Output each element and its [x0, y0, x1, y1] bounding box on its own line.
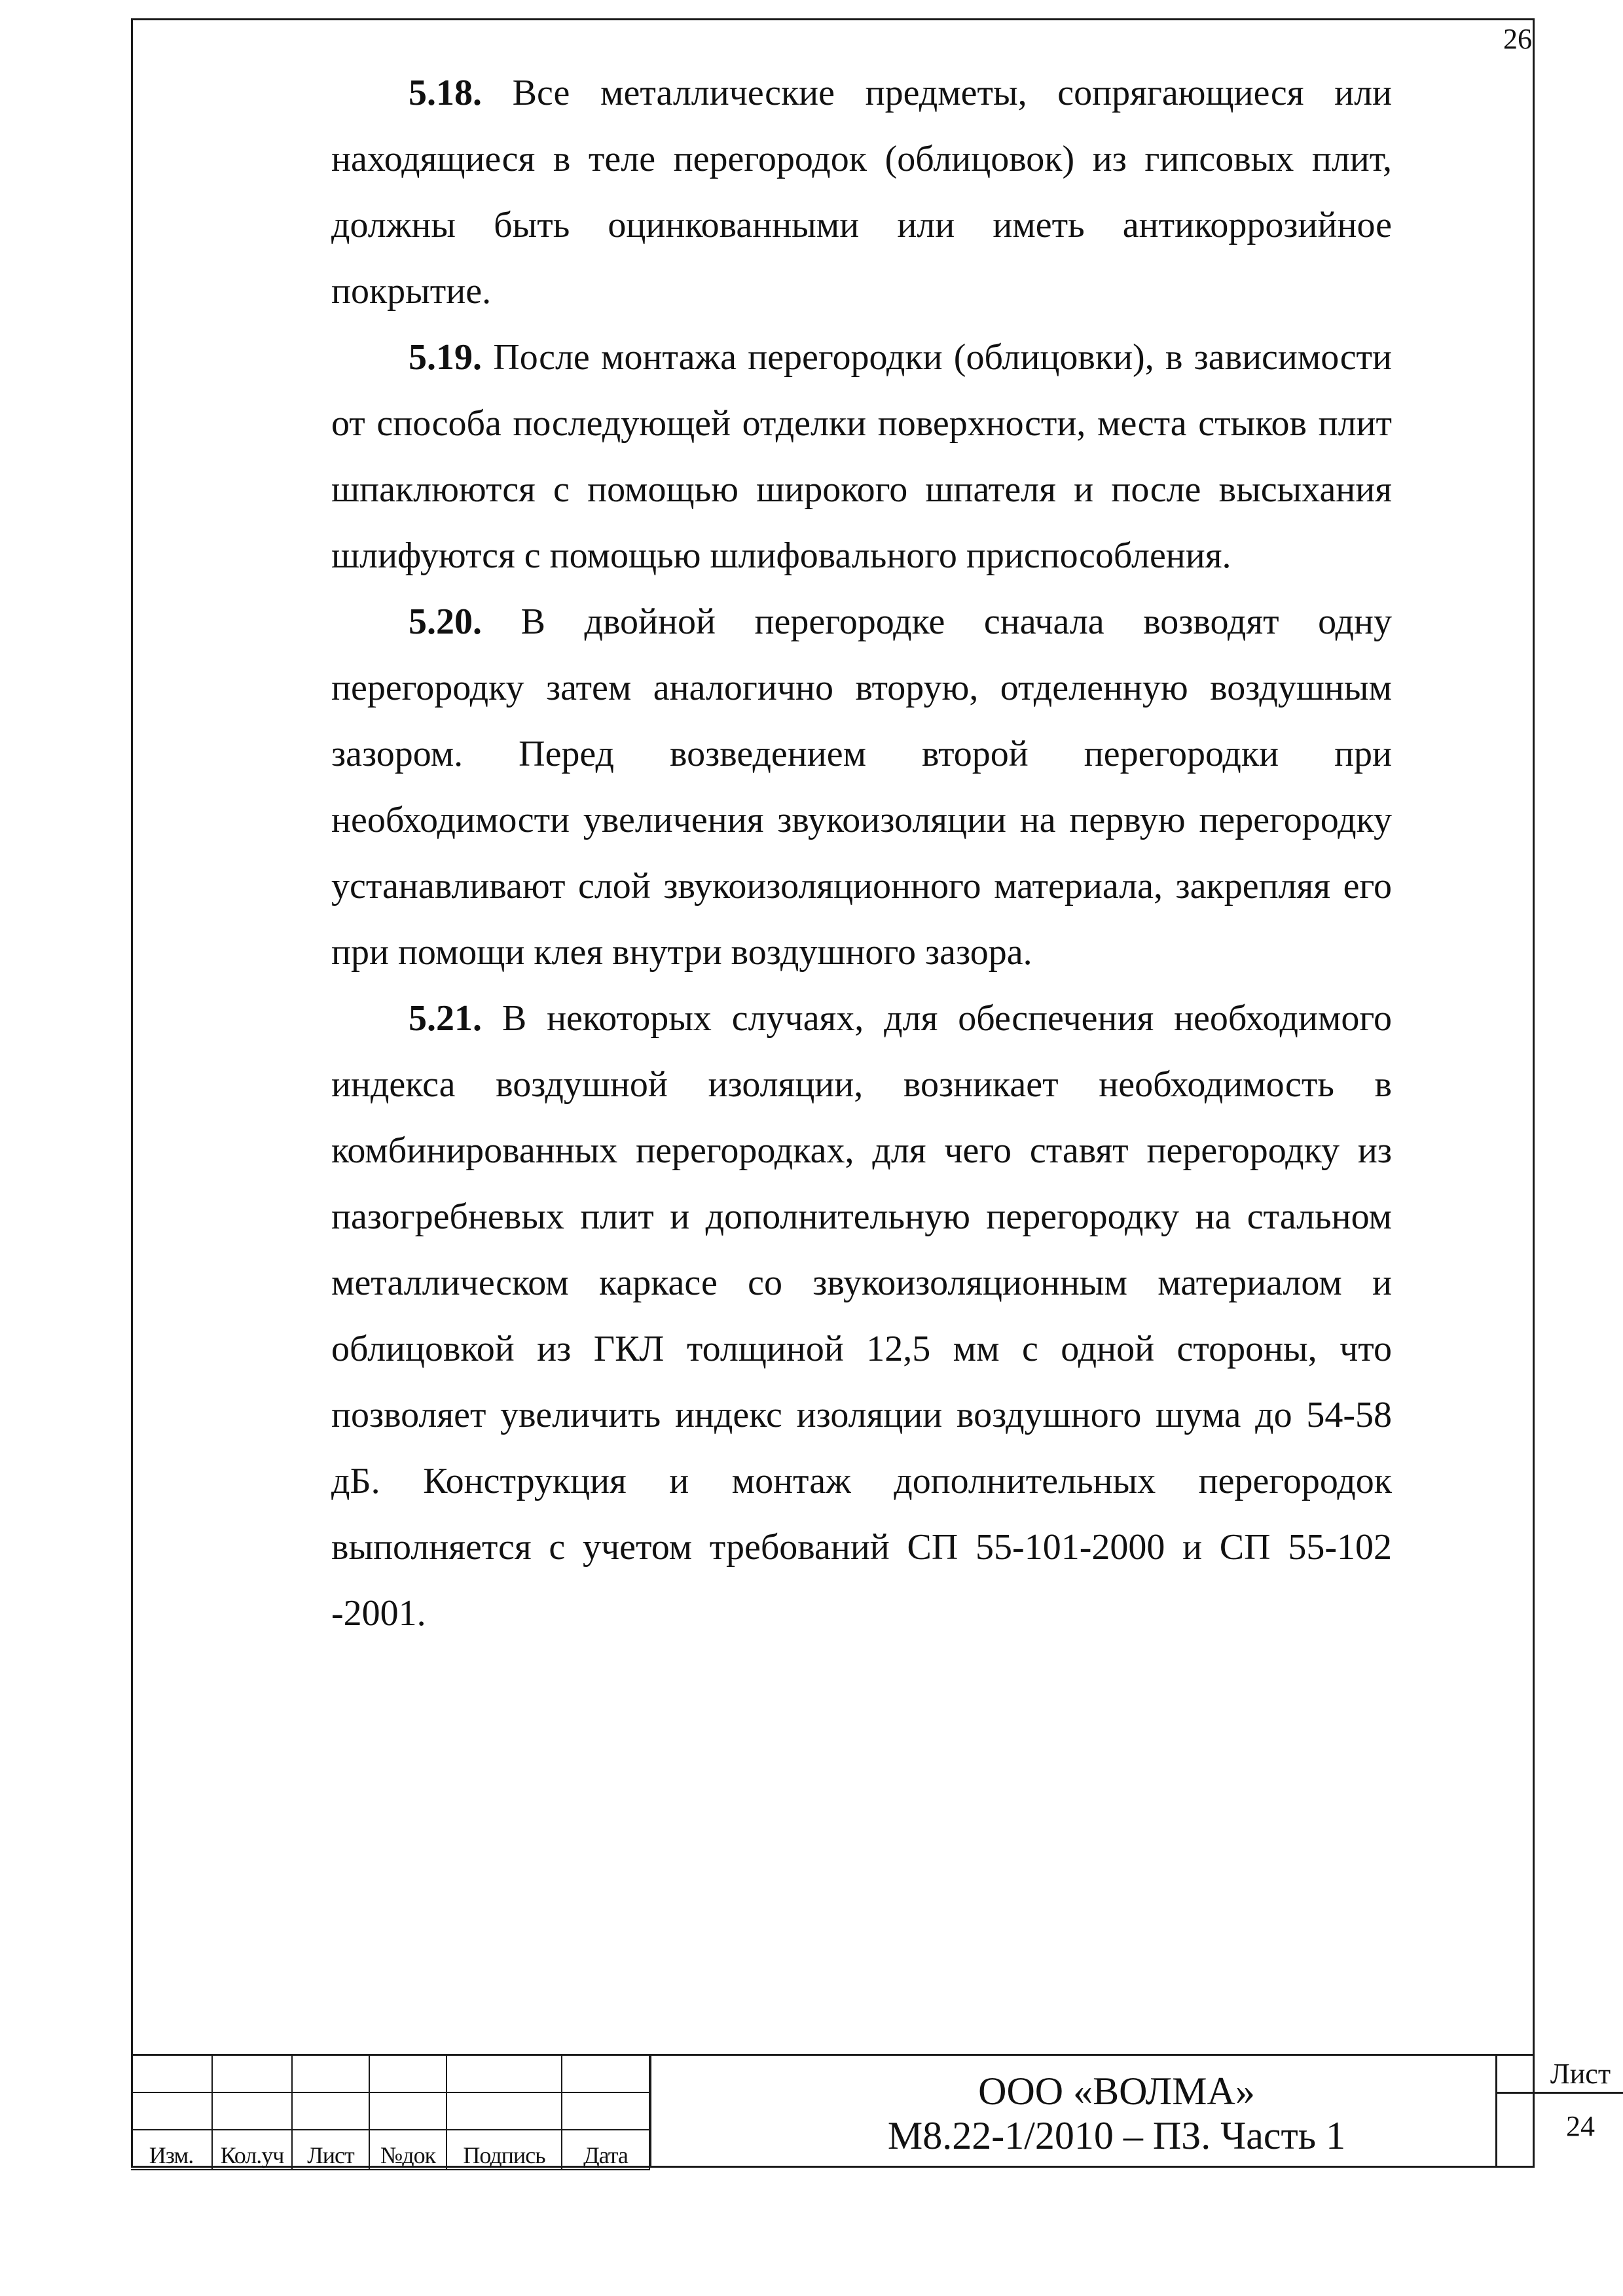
clause-number: 5.21. [409, 998, 482, 1039]
sheet-number: 24 [1566, 2110, 1595, 2142]
paragraph-5-19 [331, 325, 1392, 589]
revision-row [131, 2056, 649, 2092]
document-code: М8.22-1/2010 – ПЗ. Часть 1 [887, 2114, 1346, 2157]
revision-table [131, 2056, 650, 2170]
revision-header-row [131, 2130, 649, 2170]
document-body [331, 60, 1392, 1647]
revision-row [131, 2092, 649, 2130]
page-corner-number: 26 [1503, 23, 1532, 55]
column-list: Лист [292, 2130, 369, 2170]
column-ndok: №док [369, 2130, 447, 2170]
title-block-center [649, 2056, 1623, 2168]
clause-text: В некоторых случаях, для обеспечения необходимого индекса воздушной изоляции, возникает необходимость в комбинированных перегородках, для чего ставят перегородку из пазогребневых плит и дополнительную перегородку на стальном металлическом каркасе со звукоизоляционным материалом и облицовкой из ГКЛ толщиной 12,5 мм с одной стороны, что позволяет увеличить индекс изоляции воздушного шума до 54-58 дБ. Конструкция и монтаж дополнительных перегородок выполняется с учетом требований СП 55-101-2000 и СП 55-102 -2001. [331, 998, 1392, 1634]
column-podpis: Подпись [447, 2130, 562, 2170]
clause-number: 5.20. [409, 601, 482, 642]
title-block [131, 2054, 1611, 2168]
column-kol-uch: Кол.уч [212, 2130, 292, 2170]
column-izm: Изм. [131, 2130, 212, 2170]
paragraph-5-21 [331, 986, 1392, 1647]
clause-text: В двойной перегородке сначала возводят одну перегородку затем аналогично вторую, отделенную воздушным зазором. Перед возведением второй перегородки при необходимости увеличения звукоизоляции на первую перегородку устанавливают слой звукоизоляционного материала, закрепляя его при помощи клея внутри воздушного зазора. [331, 601, 1392, 973]
clause-number: 5.19. [409, 337, 482, 378]
sheet-label: Лист [1497, 2056, 1623, 2094]
paragraph-5-18 [331, 60, 1392, 325]
paragraph-5-20 [331, 589, 1392, 986]
sheet-cell [1495, 2056, 1623, 2168]
clause-number: 5.18. [409, 73, 482, 113]
company-name: ООО «ВОЛМА» [978, 2070, 1255, 2113]
column-data: Дата [562, 2130, 649, 2170]
clause-text: После монтажа перегородки (облицовки), в зависимости от способа последующей отделки поверхности, места стыков плит шпаклюются с помощью широкого шпателя и после высыхания шлифуются с помощью шлифовального приспособления. [331, 337, 1392, 576]
clause-text: Все металлические предметы, сопрягающиеся или находящиеся в теле перегородок (облицовок) из гипсовых плит, должны быть оцинкованными или иметь антикоррозийное покрытие. [331, 73, 1392, 312]
